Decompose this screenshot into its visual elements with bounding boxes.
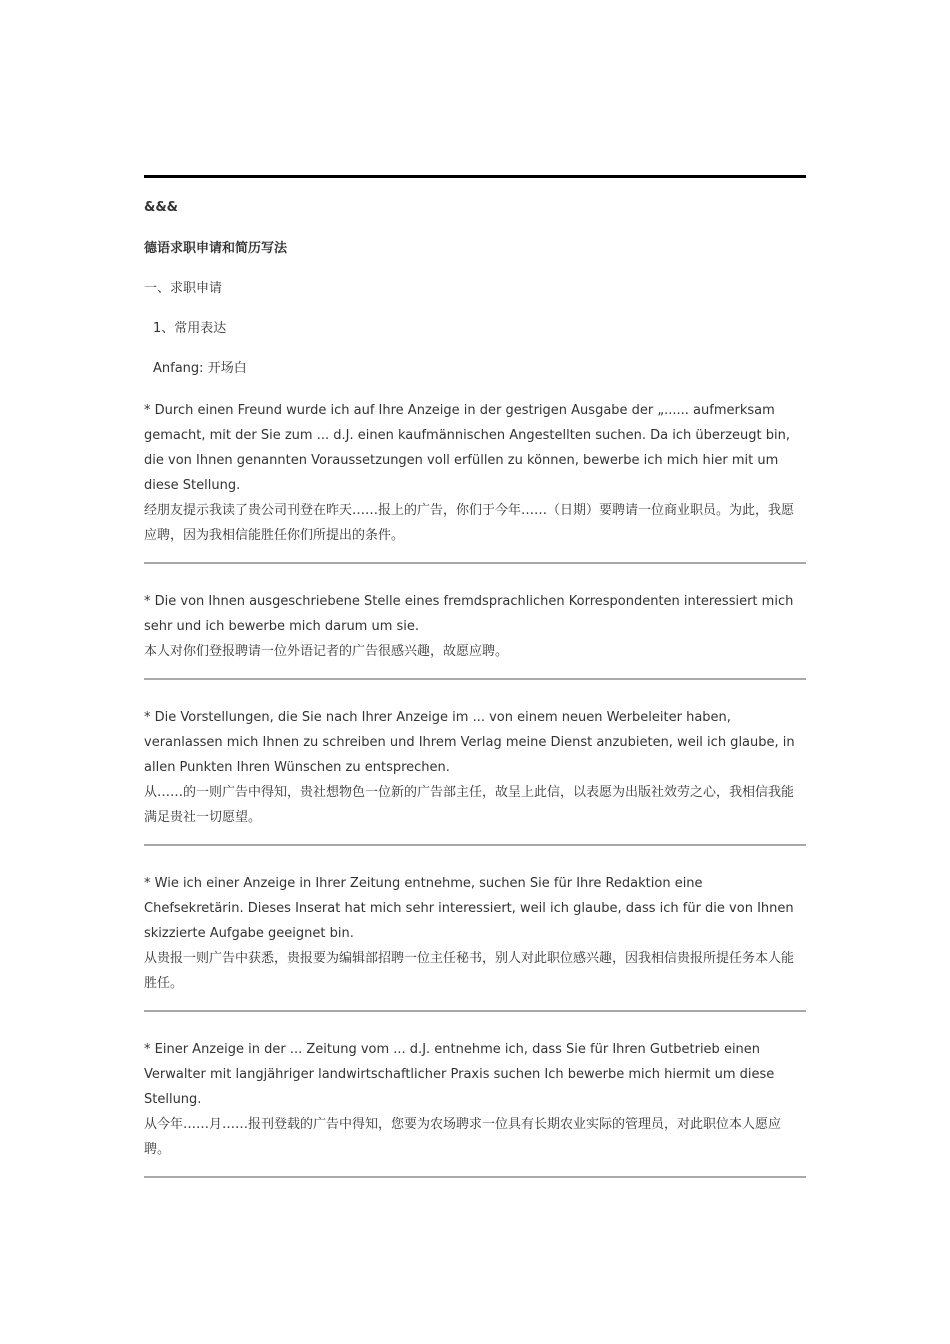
entry-chinese-translation: 从……的一则广告中得知，贵社想物色一位新的广告部主任，故呈上此信，以表愿为出版社效劳之心，我相信我能满足贵社一切愿望。	[144, 785, 795, 825]
sub-heading-number: 1、	[153, 321, 175, 336]
document-title: 德语求职申请和简历写法	[144, 241, 288, 256]
example-entry-4	[144, 871, 806, 1012]
example-entry-3	[144, 705, 806, 846]
example-entry-1	[144, 398, 806, 564]
document-page	[144, 175, 806, 1203]
anfang-line	[144, 360, 806, 378]
entry-chinese-translation: 经朋友提示我读了贵公司刊登在昨天……报上的广告，你们于今年……（日期）要聘请一位商业职员。为此，我愿应聘，因为我相信能胜任你们所提出的条件。	[144, 503, 795, 543]
sub-heading-label: 常用表达	[174, 321, 227, 336]
top-divider	[144, 175, 806, 178]
anfang-label: Anfang:	[153, 361, 204, 376]
entry-divider	[144, 678, 806, 680]
example-entry-2	[144, 589, 806, 680]
section-marker: &&&	[144, 200, 179, 215]
entry-german-text: * Die Vorstellungen, die Sie nach Ihrer Anzeige im ... von einem neuen Werbeleiter haben, veranlassen mich Ihnen zu schreiben und Ihrem Verlag meine Dienst anzubieten, weil ich glaube, in allen Punkten Ihren Wünschen zu entsprechen.	[144, 710, 795, 775]
section-heading: 一、求职申请	[144, 281, 223, 296]
anfang-translation: 开场白	[207, 361, 247, 376]
entry-german-text: * Einer Anzeige in der ... Zeitung vom ... d.J. entnehme ich, dass Sie für Ihren Gutbetrieb einen Verwalter mit langjähriger landwirtschaftlicher Praxis suchen Ich bewerbe mich hiermit um diese Stellung.	[144, 1042, 775, 1107]
entry-chinese-translation: 从贵报一则广告中获悉，贵报要为编辑部招聘一位主任秘书，别人对此职位感兴趣，因我相信贵报所提任务本人能胜任。	[144, 951, 795, 991]
entry-german-text: * Durch einen Freund wurde ich auf Ihre Anzeige in der gestrigen Ausgabe der „...... aufmerksam gemacht, mit der Sie zum ... d.J. einen kaufmännischen Angestellten suchen. Da ich überzeugt bin, die von Ihnen genannten Voraussetzungen voll erfüllen zu können, bewerbe ich mich hier mit um diese Stellung.	[144, 403, 790, 493]
entry-german-text: * Die von Ihnen ausgeschriebene Stelle eines fremdsprachlichen Korrespondenten interessiert mich sehr und ich bewerbe mich darum um sie.	[144, 594, 794, 634]
entry-divider	[144, 1010, 806, 1012]
entry-chinese-translation: 从今年……月……报刊登载的广告中得知，您要为农场聘求一位具有长期农业实际的管理员，对此职位本人愿应聘。	[144, 1117, 782, 1157]
entry-german-text: * Wie ich einer Anzeige in Ihrer Zeitung entnehme, suchen Sie für Ihre Redaktion eine Chefsekretärin. Dieses Inserat hat mich sehr interessiert, weil ich glaube, dass ich für die von Ihnen skizzierte Aufgabe geeignet bin.	[144, 876, 794, 941]
example-entry-5	[144, 1037, 806, 1178]
entry-divider	[144, 1176, 806, 1178]
entry-divider	[144, 844, 806, 846]
entry-chinese-translation: 本人对你们登报聘请一位外语记者的广告很感兴趣，故愿应聘。	[144, 644, 509, 659]
entry-divider	[144, 562, 806, 564]
sub-heading	[144, 320, 806, 338]
